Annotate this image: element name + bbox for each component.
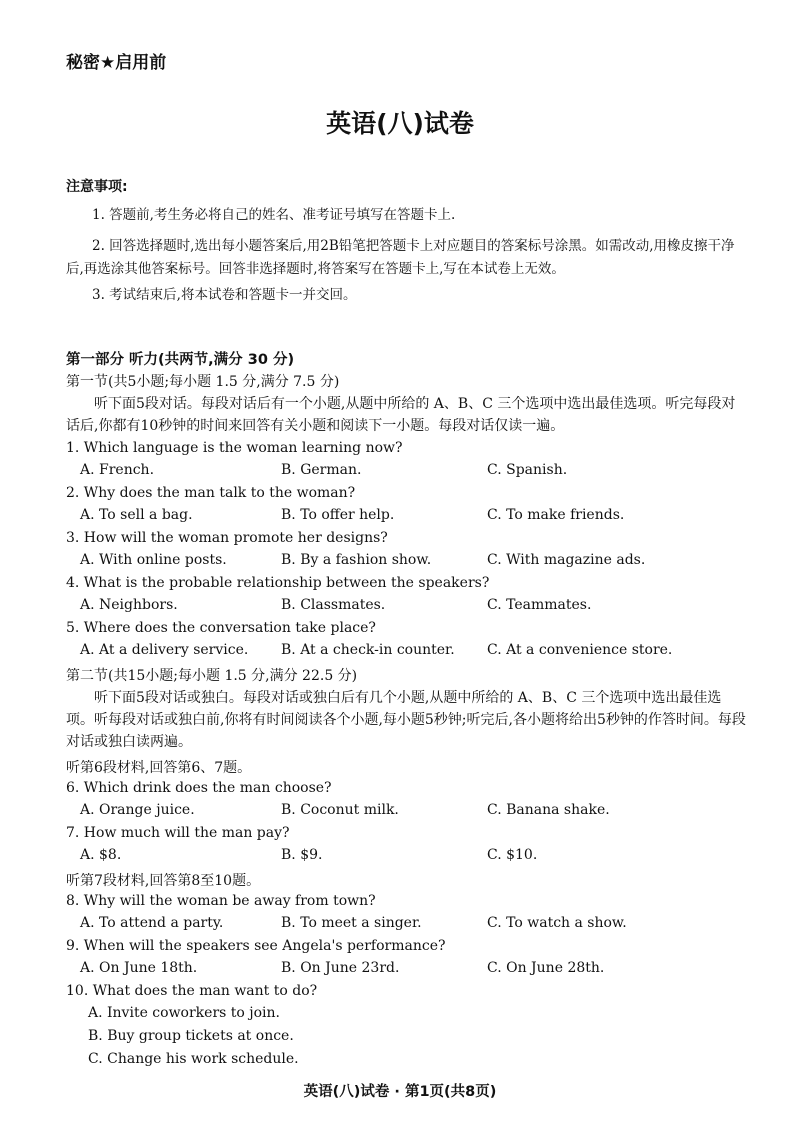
- page-title: 英语(八)试卷: [326, 109, 474, 138]
- option-c: C. Banana shake.: [487, 802, 610, 818]
- question-stem: 4. What is the probable relationship between the speakers?: [66, 575, 490, 591]
- option-c: C. $10.: [487, 847, 538, 863]
- question-stem: 9. When will the speakers see Angela's performance?: [66, 938, 446, 954]
- confidential-label: 秘密★启用前: [66, 53, 167, 73]
- option-a: A. $8.: [80, 847, 122, 863]
- section2-title: 第二节(共15小题;每小题 1.5 分,满分 22.5 分): [66, 668, 358, 684]
- question-stem: 2. Why does the man talk to the woman?: [66, 485, 356, 501]
- option-b: B. On June 23rd.: [281, 960, 400, 976]
- option-c: C. At a convenience store.: [487, 642, 673, 658]
- question-stem: 7. How much will the man pay?: [66, 825, 290, 841]
- option-c: C. On June 28th.: [487, 960, 605, 976]
- option-c: C. With magazine ads.: [487, 552, 646, 568]
- option-a: A. Orange juice.: [80, 802, 195, 818]
- option-a: A. French.: [80, 462, 155, 478]
- note-item: 2. 回答选择题时,选出每小题答案后,用2B铅笔把答题卡上对应题目的答案标号涂黑。如需改动,用橡皮擦干净后,再选涂其他答案标号。回答非选择题时,将答案写在答题卡上,写在本试卷上无效。: [66, 238, 735, 277]
- question-stem: 1. Which language is the woman learning now?: [66, 440, 403, 456]
- option-a: A. To sell a bag.: [80, 507, 193, 523]
- part1-title: 第一部分 听力(共两节,满分 30 分): [66, 352, 295, 368]
- page-footer: 英语(八)试卷 · 第1页(共8页): [303, 1084, 497, 1100]
- option-b: B. At a check-in counter.: [281, 642, 455, 658]
- option-a: A. At a delivery service.: [80, 642, 249, 658]
- question-stem: 3. How will the woman promote her designs?: [66, 530, 388, 546]
- material-7-label: 听第7段材料,回答第8至10题。: [66, 873, 261, 889]
- option-b: B. Coconut milk.: [281, 802, 399, 818]
- option-a: A. With online posts.: [80, 552, 227, 568]
- option-c: C. To watch a show.: [487, 915, 627, 931]
- option-b: B. To meet a singer.: [281, 915, 422, 931]
- option-a: A. To attend a party.: [80, 915, 224, 931]
- section1-instruction: 听下面5段对话。每段对话后有一个小题,从题中所给的 A、B、C 三个选项中选出最佳选项。听完每段对话后,你都有10秒钟的时间来回答有关小题和阅读下一小题。每段对话仅读一遍。: [66, 396, 736, 434]
- option-b: B. Classmates.: [281, 597, 386, 613]
- option-c: C. Spanish.: [487, 462, 568, 478]
- option-a: A. On June 18th.: [80, 960, 198, 976]
- question-stem: 10. What does the man want to do?: [66, 983, 318, 999]
- material-6-label: 听第6段材料,回答第6、7题。: [66, 760, 252, 776]
- option-c: C. Teammates.: [487, 597, 592, 613]
- option-a: A. Invite coworkers to join.: [88, 1005, 280, 1021]
- option-b: B. $9.: [281, 847, 323, 863]
- note-item: 3. 考试结束后,将本试卷和答题卡一并交回。: [92, 287, 357, 303]
- section2-instruction: 听下面5段对话或独白。每段对话或独白后有几个小题,从题中所给的 A、B、C 三个选项中选出最佳选项。听每段对话或独白前,你将有时间阅读各个小题,每小题5秒钟;听完后,各小题将给出5秒钟的作答时间。每段对话或独白读两遍。: [66, 690, 746, 750]
- notes-block: [66, 176, 746, 310]
- notes-heading: 注意事项:: [66, 179, 128, 195]
- option-c: C. Change his work schedule.: [88, 1051, 299, 1067]
- option-b: B. By a fashion show.: [281, 552, 432, 568]
- option-b: B. German.: [281, 462, 362, 478]
- question-stem: 5. Where does the conversation take place?: [66, 620, 376, 636]
- question-stem: 6. Which drink does the man choose?: [66, 780, 332, 796]
- question-stem: 8. Why will the woman be away from town?: [66, 893, 376, 909]
- option-c: C. To make friends.: [487, 507, 625, 523]
- option-b: B. Buy group tickets at once.: [88, 1028, 294, 1044]
- option-a: A. Neighbors.: [80, 597, 178, 613]
- section1-title: 第一节(共5小题;每小题 1.5 分,满分 7.5 分): [66, 374, 340, 390]
- note-item: 1. 答题前,考生务必将自己的姓名、准考证号填写在答题卡上.: [92, 207, 456, 223]
- option-b: B. To offer help.: [281, 507, 395, 523]
